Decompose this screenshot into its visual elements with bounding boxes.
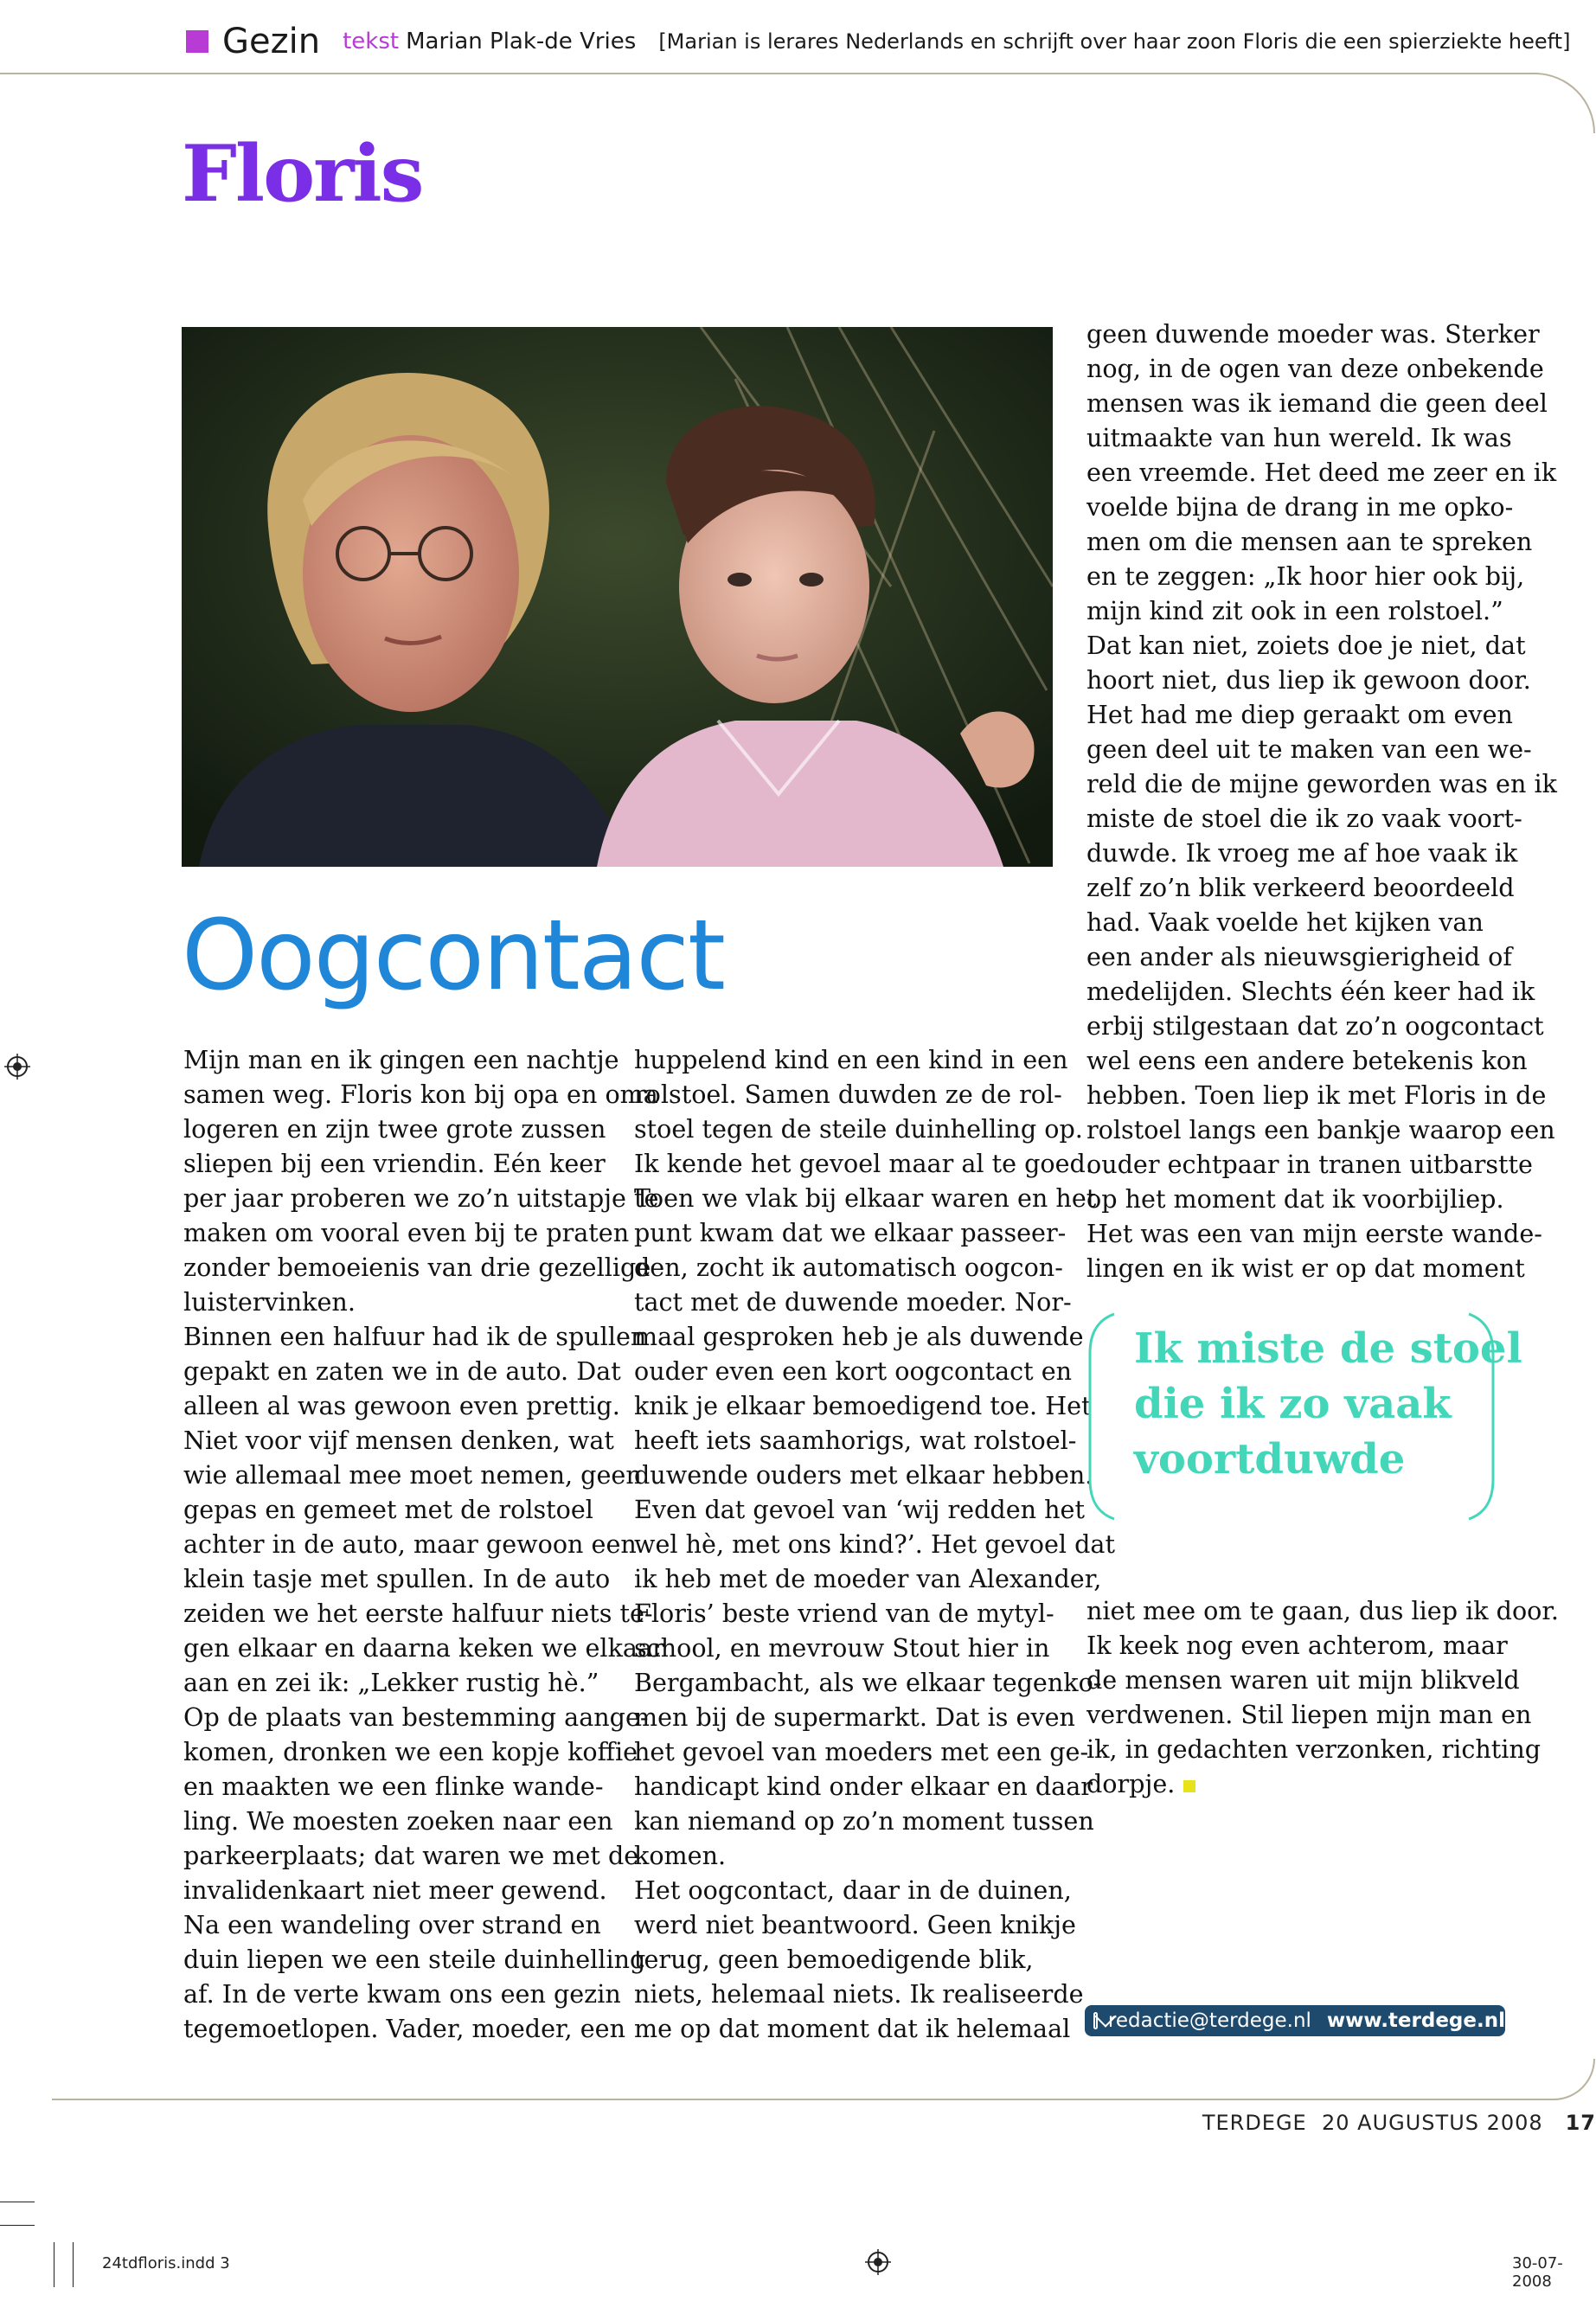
slug-filename: 24tdfloris.indd 3 [102, 2254, 230, 2272]
end-mark-icon [1183, 1780, 1195, 1792]
body-column-3-bottom [1086, 1593, 1559, 1801]
author-description: [Marian is lerares Nederlands en schrijft over haar zoon Floris die een spierziekte heeft] [658, 29, 1571, 54]
top-rule-curve [1505, 73, 1595, 133]
registration-mark-icon [865, 2249, 891, 2275]
slug-date: 30-07-2008 [1512, 2254, 1563, 2291]
bottom-rule-curve [1505, 2059, 1595, 2100]
body-column-1: Mijn man en ik gingen een nachtje samen weg. Floris kon bij opa en oma logeren en zijn twee grote zussen sliepen bij een vriendin. Eén keer per jaar proberen we zo’n uitstapje te maken om vooral even bij te praten zonder bemoeienis van drie gezellige luistervinken. Binnen een halfuur had ik de spullen gepakt en zaten we in de auto. Dat alleen al was gewoon even prettig. Niet voor vijf mensen denken, wat wie allemaal mee moet nemen, geen gepas en gemeet met de rolstoel achter in de auto, maar gewoon een klein tasje met spullen. In de auto zeiden we het eerste halfuur niets te- gen elkaar en daarna keken we elkaar aan en zei ik: „Lekker rustig hè.” Op de plaats van bestemming aange- komen, dronken we een kopje koffie en maakten we een flinke wande- ling. We moesten zoeken naar een parkeerplaats; dat waren we met de invalidenkaart niet meer gewend. Na een wandeling over strand en duin liepen we een steile duinhelling af. In de verte kwam ons een gezin tegemoetlopen. Vader, moeder, een [183, 1045, 664, 2043]
registration-mark-icon [4, 1054, 30, 1080]
magazine-name: TERDEGE [1202, 2111, 1307, 2135]
page-number: 17 [1565, 2111, 1596, 2135]
author-name: Marian Plak-de Vries [406, 29, 637, 54]
body-column-3-top: geen duwende moeder was. Sterker nog, in de ogen van deze onbekende mensen was ik iemand die geen deel uitmaakte van hun wereld. Ik was een vreemde. Het deed me zeer en ik voelde bijna de drang in me opko- men om die mensen aan te spreken en te zeggen: „Ik hoor hier ook bij, mijn kind zit ook in een rolstoel.” Dat kan niet, zoiets doe je niet, dat hoort niet, dus liep ik gewoon door. Het had me diep geraakt om even geen deel uit te maken van een we- reld die de mijne geworden was en ik miste de stoel die ik zo vaak voort- duwde. Ik vroeg me af hoe vaak ik zelf zo’n blik verkeerd beoordeeld had. Vaak voelde het kijken van een ander als nieuwsgierigheid of medelijden. Slechts één keer had ik erbij stilgestaan dat zo’n oogcontact wel eens een andere betekenis kon hebben. Toen liep ik met Floris in de rolstoel langs een bankje waarop een ouder echtpaar in tranen uitbarstte op het moment dat ik voorbijliep. Het was een van mijn eerste wande- lingen en ik wist er op dat moment [1086, 319, 1557, 1283]
page-title: Floris [182, 128, 423, 220]
section-header [186, 16, 1570, 67]
contact-bar [1085, 2005, 1505, 2036]
photo-mother-and-son [182, 327, 1053, 867]
pull-quote [1086, 1311, 1522, 1522]
crop-mark [73, 2242, 74, 2287]
pull-quote-text: Ik miste de stoel die ik zo vaak voortduwde [1134, 1324, 1522, 1484]
top-rule [0, 73, 1507, 74]
contact-website[interactable]: www.terdege.nl [1326, 2009, 1505, 2032]
section-label: Gezin [222, 22, 321, 61]
crop-mark [0, 2225, 35, 2226]
contact-email[interactable]: redactie@terdege.nl [1107, 2009, 1311, 2032]
page-footer [1202, 2111, 1596, 2135]
tekst-label: tekst [343, 29, 400, 54]
envelope-icon [1093, 2012, 1098, 2029]
section-square-icon [186, 30, 208, 53]
issue-date: 20 AUGUSTUS 2008 [1321, 2111, 1543, 2135]
body-column-3-bottom-text: niet mee om te gaan, dus liep ik door. Ik keek nog even achterom, maar de mensen waren uit mijn blikveld verdwenen. Stil liepen mijn man en ik, in gedachten verzonken, richting dorpje. [1086, 1596, 1560, 1798]
article-headline: Oogcontact [182, 900, 724, 1012]
bottom-rule [52, 2099, 1507, 2100]
body-column-2: huppelend kind en een kind in een rolstoel. Samen duwden ze de rol- stoel tegen de steile duinhelling op. Ik kende het gevoel maar al te goed. Toen we vlak bij elkaar waren en het punt kwam dat we elkaar passeer- den, zocht ik automatisch oogcon- tact met de duwende moeder. Nor- maal gesproken heb je als duwende ouder even een kort oogcontact en knik je elkaar bemoedigend toe. Het heeft iets saamhorigs, wat rolstoel- duwende ouders met elkaar hebben. Even dat gevoel van ‘wij redden het wel hè, met ons kind?’. Het gevoel dat ik heb met de moeder van Alexander, Floris’ beste vriend van de mytyl- school, en mevrouw Stout hier in Bergambacht, als we elkaar tegenko- men bij de supermarkt. Dat is even het gevoel van moeders met een ge- handicapt kind onder elkaar en daar kan niemand op zo’n moment tussen komen. Het oogcontact, daar in de duinen, werd niet beantwoord. Geen knikje terug, geen bemoedigende blik, niets, helemaal niets. Ik realiseerde me op dat moment dat ik helemaal [634, 1045, 1115, 2043]
